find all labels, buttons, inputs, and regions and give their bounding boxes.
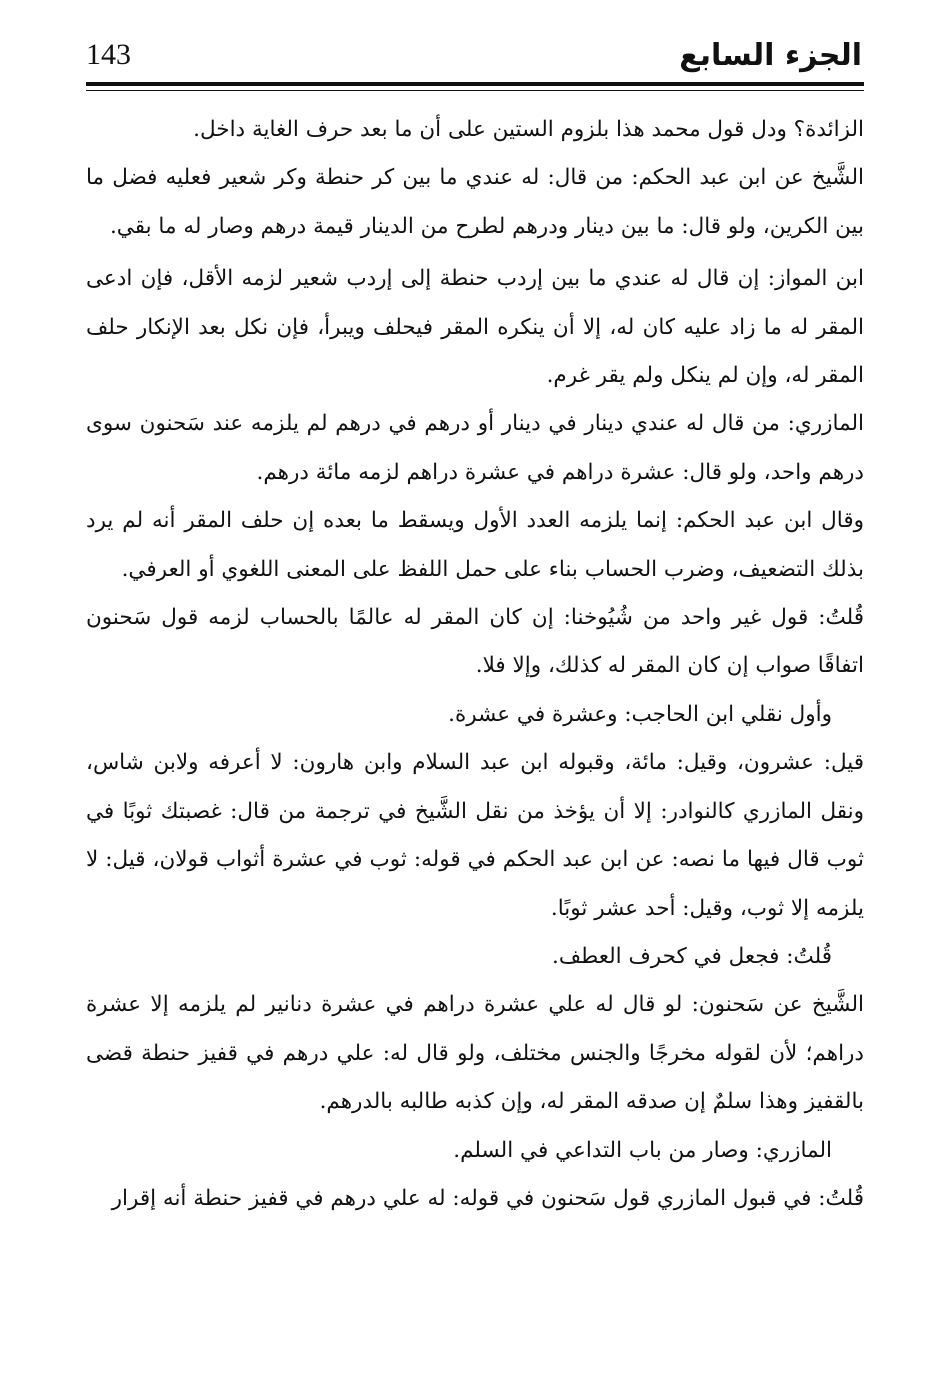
page-body — [86, 106, 864, 1223]
paragraph: قيل: عشرون، وقيل: مائة، وقبوله ابن عبد السلام وابن هارون: لا أعرفه ولابن شاس، ونقل المازري كالنوادر: إلا أن يؤخذ من نقل الشَّيخ في ترجمة من قال: غصبتك ثوبًا في ثوب قال فيها ما نصه: عن ابن عبد الحكم في قوله: ثوب في عشرة أثواب قولان، قيل: لا يلزمه إلا ثوب، وقيل: أحد عشر ثوبًا. — [86, 750, 864, 921]
page-number: 143 — [86, 38, 131, 71]
paragraph: قُلتُ: فجعل في كحرف العطف. — [552, 943, 832, 969]
paragraph: ابن المواز: إن قال له عندي ما بين إردب حنطة إلى إردب شعير لزمه الأقل، فإن ادعى المقر له ما زاد عليه كان له، إلا أن ينكره المقر فيحلف ويبرأ، فإن نكل بعد الإنكار حلف المقر له، وإن لم ينكل ولم يقر غرم. — [86, 266, 864, 389]
paragraph: الشَّيخ عن سَحنون: لو قال له علي عشرة دراهم في عشرة دنانير لم يلزمه إلا عشرة دراهم؛ لأن لقوله مخرجًا والجنس مختلف، ولو قال له: علي درهم في قفيز حنطة قضى بالقفيز وهذا سلمٌ إن صدقه المقر له، وإن كذبه طالبه بالدرهم. — [86, 992, 864, 1115]
paragraph: الشَّيخ عن ابن عبد الحكم: من قال: له عندي ما بين كر حنطة وكر شعير فعليه فضل ما بين الكرين، ولو قال: ما بين دينار ودرهم لطرح من الدينار قيمة درهم وصار له ما بقي. — [86, 165, 864, 239]
paragraph: المازري: وصار من باب التداعي في السلم. — [453, 1137, 832, 1163]
header-rule-thin — [86, 90, 864, 91]
running-title: الجزء السابع — [679, 38, 862, 73]
paragraph: وأول نقلي ابن الحاجب: وعشرة في عشرة. — [448, 701, 832, 727]
paragraph: قُلتُ: قول غير واحد من شُيُوخنا: إن كان المقر له عالمًا بالحساب لزمه قول سَحنون اتفاقًا صواب إن كان المقر له كذلك، وإلا فلا. — [86, 605, 864, 679]
paragraph: وقال ابن عبد الحكم: إنما يلزمه العدد الأول ويسقط ما بعده إن حلف المقر أنه لم يرد بذلك التضعيف، وضرب الحساب بناء على حمل اللفظ على المعنى اللغوي أو العرفي. — [86, 508, 864, 582]
paragraph: المازري: من قال له عندي دينار في دينار أو درهم في درهم لم يلزمه عند سَحنون سوى درهم واحد، ولو قال: عشرة دراهم في عشرة دراهم لزمه مائة درهم. — [86, 411, 864, 485]
paragraph: الزائدة؟ ودل قول محمد هذا بلزوم الستين على أن ما بعد حرف الغاية داخل. — [193, 117, 864, 142]
header-rule-thick — [86, 82, 864, 86]
paragraph: قُلتُ: في قبول المازري قول سَحنون في قوله: له علي درهم في قفيز حنطة أنه إقرار — [111, 1185, 864, 1211]
